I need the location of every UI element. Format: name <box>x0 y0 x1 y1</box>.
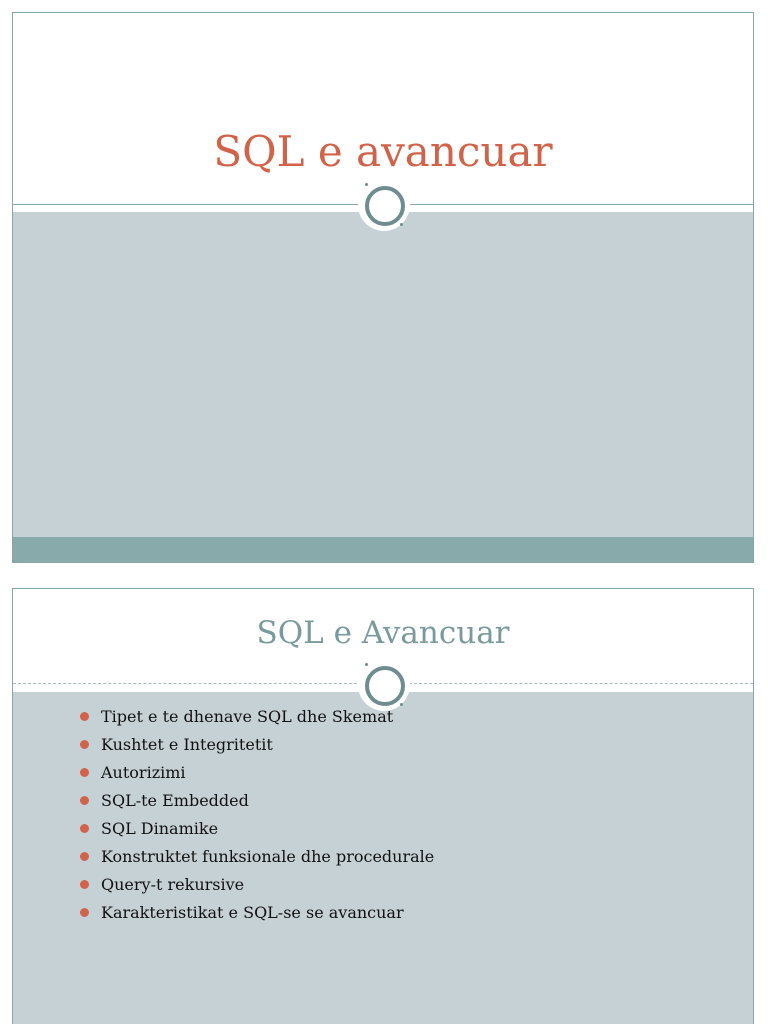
slide-agenda <box>12 588 754 1024</box>
list-item-text: SQL Dinamike <box>101 819 219 838</box>
bullet-dot-icon <box>80 768 89 777</box>
list-item-text: Konstruktet funksionale dhe procedurale <box>101 847 435 866</box>
bullet-dot-icon <box>80 852 89 861</box>
bullet-dot-icon <box>80 796 89 805</box>
list-item <box>13 703 753 731</box>
ring-icon <box>365 186 405 226</box>
list-item <box>13 731 753 759</box>
list-item-text: SQL-te Embedded <box>101 791 249 810</box>
slide-title <box>12 12 754 563</box>
ornament-dot-icon <box>400 223 403 226</box>
ornament-dot-icon <box>365 183 368 186</box>
title-area <box>13 13 753 203</box>
list-item-text: Kushtet e Integritetit <box>101 735 273 754</box>
ring-icon <box>365 666 405 706</box>
ring-ornament-icon <box>358 179 410 231</box>
slide-1-title: SQL e avancuar <box>213 127 553 176</box>
list-item-text: Karakteristikat e SQL-se se avancuar <box>101 903 404 922</box>
list-item <box>13 787 753 815</box>
bullet-dot-icon <box>80 824 89 833</box>
slide-1-body <box>13 212 753 537</box>
list-item <box>13 815 753 843</box>
list-item <box>13 899 753 927</box>
bullet-dot-icon <box>80 712 89 721</box>
list-item <box>13 843 753 871</box>
slide-2-title: SQL e Avancuar <box>256 615 510 651</box>
footer-bar <box>13 537 753 563</box>
bullet-dot-icon <box>80 740 89 749</box>
list-item-text: Tipet e te dhenave SQL dhe Skemat <box>101 707 394 726</box>
bullet-dot-icon <box>80 908 89 917</box>
list-item-text: Query-t rekursive <box>101 875 245 894</box>
list-item <box>13 759 753 787</box>
ornament-dot-icon <box>365 663 368 666</box>
list-item <box>13 871 753 899</box>
list-item-text: Autorizimi <box>101 763 186 782</box>
bullet-dot-icon <box>80 880 89 889</box>
bullet-list <box>13 703 753 927</box>
